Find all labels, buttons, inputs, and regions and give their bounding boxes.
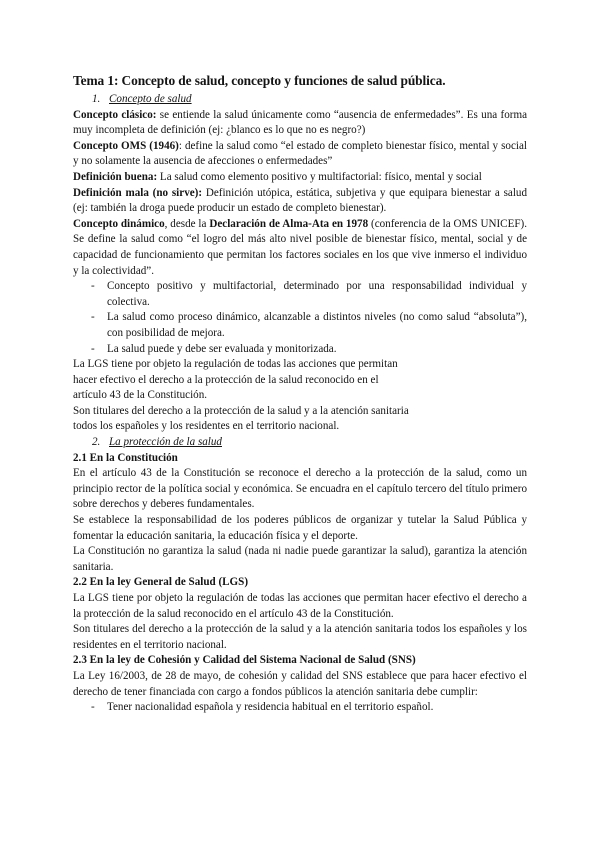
section-2-3-bullet-list — [73, 700, 527, 716]
alma-ata-label: Declaración de Alma-Ata en 1978 — [209, 217, 369, 230]
concepto-clasico-label: Concepto clásico: — [73, 108, 157, 121]
concepto-dinamico-text: (conferencia de la OMS UNICEF). Se define la salud como “el logro del más alto nivel posible de bienestar físico, mental, social y de capacidad de funcionamiento que permitan los factores sociales en los que vive inmerso el individuo y la colectividad”. — [73, 217, 527, 277]
dash-marker: - — [91, 701, 95, 714]
definicion-mala-paragraph — [73, 186, 527, 217]
text-line: Son titulares del derecho a la protección de la salud y a la atención sanitaria — [73, 404, 409, 417]
list-item — [73, 700, 527, 716]
list-item-text: La salud puede y debe ser evaluada y monitorizada. — [107, 342, 337, 355]
dash-marker: - — [91, 342, 95, 355]
definicion-buena-text: La salud como elemento positivo y multifactorial: físico, mental y social — [157, 170, 482, 183]
section-1-heading — [92, 92, 527, 108]
subsection-2-2-paragraph-2: Son titulares del derecho a la protección de la salud y a la atención sanitaria todos los españoles y los residentes en el territorio nacional. — [73, 623, 527, 651]
section-1-bullet-list — [73, 279, 527, 357]
concepto-oms-paragraph — [73, 139, 527, 170]
subsection-2-1-paragraph-2: Se establece la responsabilidad de los poderes públicos de organizar y tutelar la Salud Pública y fomentar la educación sanitaria, la educación física y el deporte. — [73, 514, 527, 542]
list-item-text: Concepto positivo y multifactorial, determinado por una responsabilidad individual y colectiva. — [107, 280, 527, 308]
section-1-number: 1. — [92, 93, 101, 105]
subsection-2-2-paragraph-1: La LGS tiene por objeto la regulación de todas las acciones que permitan hacer efectivo el derecho a la protección de la salud reconocido en el artículo 43 de la Constitución. — [73, 592, 527, 620]
concepto-dinamico-label: Concepto dinámico — [73, 217, 165, 230]
text-line: La LGS tiene por objeto la regulación de todas las acciones que permitan — [73, 358, 398, 371]
section-1-title: Concepto de salud — [109, 93, 192, 105]
definicion-mala-text: Definición utópica, estática, subjetiva y que equipara bienestar a salud (ej: también la droga puede producir un estado de completo bienestar). — [73, 186, 527, 215]
subsection-2-1-paragraph-1: En el artículo 43 de la Constitución se reconoce el derecho a la protección de la salud, como un principio rector de la política social y económica. Se encuadra en el capítulo tercero del título primero sobre derechos y deberes fundamentales. — [73, 467, 527, 511]
dash-marker: - — [91, 311, 95, 324]
concepto-oms-text: : define la salud como “el estado de completo bienestar físico, mental y social y no solamente la ausencia de afecciones o enfermedades” — [73, 139, 527, 168]
section-2-heading — [92, 435, 527, 451]
text-line: hacer efectivo el derecho a la protección de la salud reconocido en el — [73, 373, 379, 386]
section-2-number: 2. — [92, 436, 101, 449]
concepto-oms-label: Concepto OMS (1946) — [73, 139, 179, 152]
text-line: todos los españoles y los residentes en el territorio nacional. — [73, 420, 340, 433]
subsection-2-2-heading: 2.2 En la ley General de Salud (LGS) — [73, 576, 249, 589]
definicion-mala-label: Definición mala (no sirve): — [73, 186, 203, 199]
subsection-2-1-heading: 2.1 En la Constitución — [73, 451, 178, 464]
subsection-2-1-paragraph-3: La Constitución no garantiza la salud (nada ni nadie puede garantizar la salud), garantiza la atención sanitaria. — [73, 545, 527, 573]
concepto-dinamico-pre: , desde la — [164, 217, 210, 230]
dash-marker: - — [91, 280, 95, 293]
section-2-title: La protección de la salud — [109, 436, 222, 449]
text-line: artículo 43 de la Constitución. — [73, 389, 208, 402]
list-item — [73, 279, 527, 310]
concepto-dinamico-paragraph — [73, 217, 527, 279]
concepto-clasico-text: se entiende la salud únicamente como “ausencia de enfermedades”. Es una forma muy incompleta de definición (ej: ¿blanco es lo que no es negro?) — [73, 108, 527, 137]
definicion-buena-label: Definición buena: — [73, 170, 158, 183]
list-item — [73, 342, 527, 358]
list-item-text: Tener nacionalidad española y residencia habitual en el territorio español. — [107, 701, 434, 714]
concepto-clasico-paragraph — [73, 108, 527, 139]
subsection-2-3-heading: 2.3 En la ley de Cohesión y Calidad del Sistema Nacional de Salud (SNS) — [73, 654, 416, 667]
document-title: Tema 1: Concepto de salud, concepto y funciones de salud pública. — [73, 73, 446, 88]
list-item — [73, 310, 527, 341]
lgs-summary-lines — [73, 357, 527, 435]
list-item-text: La salud como proceso dinámico, alcanzable a distintos niveles (no como salud “absoluta”), con posibilidad de mejora. — [107, 311, 527, 339]
definicion-buena-paragraph — [73, 170, 527, 186]
subsection-2-3-paragraph-1: La Ley 16/2003, de 28 de mayo, de cohesión y calidad del SNS establece que para hacer efectivo el derecho de tener financiada con cargo a fondos públicos la atención sanitaria debe cumplir: — [73, 669, 527, 698]
